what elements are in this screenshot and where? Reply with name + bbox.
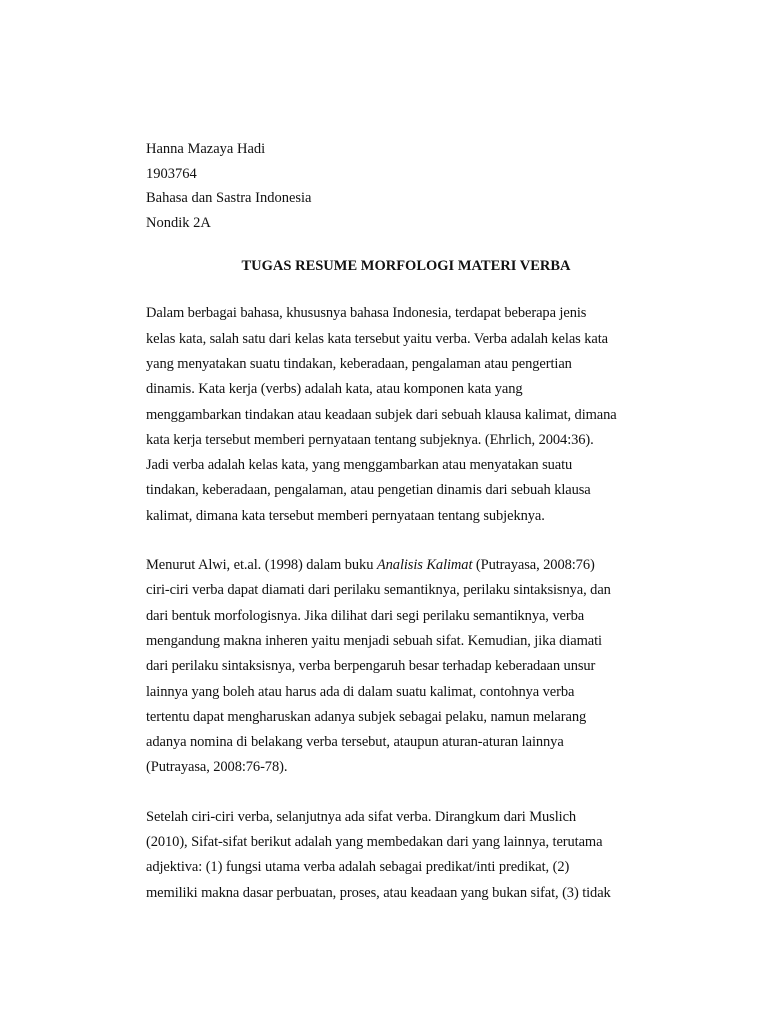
paragraph-line: kata kerja tersebut memberi pernyataan tentang subjeknya. (Ehrlich, 2004:36). (146, 431, 594, 448)
paragraph-line: Jadi verba adalah kelas kata, yang menggambarkan atau menyatakan suatu (146, 457, 573, 474)
book-title: Analisis Kalimat (376, 557, 473, 574)
citation-source: (Putrayasa, 2008:76) (472, 557, 595, 574)
paragraph-line: tertentu dapat mengharuskan adanya subjek sebagai pelaku, namun melarang (146, 708, 587, 725)
document-title: TUGAS RESUME MORFOLOGI MATERI VERBA (241, 258, 571, 275)
class-name: Nondik 2A (146, 214, 211, 231)
paragraph-line: (2010), Sifat-sifat berikut adalah yang membedakan dari yang lainnya, terutama (146, 834, 603, 851)
paragraph-line: dari perilaku sintaksisnya, verba berpengaruh besar terhadap keberadaan unsur (146, 658, 596, 675)
paragraph (146, 805, 666, 906)
paragraph-line: mengandung makna inheren yaitu menjadi sebuah sifat. Kemudian, jika diamati (146, 632, 602, 649)
paragraph-line (146, 553, 666, 578)
paragraph-line: kelas kata, salah satu dari kelas kata tersebut yaitu verba. Verba adalah kelas kata (146, 330, 608, 347)
paragraph-line: kalimat, dimana kata tersebut memberi pernyataan tentang subjeknya. (146, 507, 545, 524)
student-id: 1903764 (146, 165, 197, 182)
study-program: Bahasa dan Sastra Indonesia (146, 190, 312, 207)
paragraph-line: lainnya yang boleh atau harus ada di dalam suatu kalimat, contohnya verba (146, 683, 575, 700)
paragraph-line: Dalam berbagai bahasa, khususnya bahasa Indonesia, terdapat beberapa jenis (146, 305, 587, 322)
paragraph (146, 553, 666, 781)
paragraph-line: Setelah ciri-ciri verba, selanjutnya ada sifat verba. Dirangkum dari Muslich (146, 808, 577, 825)
paragraph (146, 301, 666, 529)
paragraph-line: (Putrayasa, 2008:76-78). (146, 759, 288, 776)
author-name: Hanna Mazaya Hadi (146, 141, 266, 157)
paragraph-line: memiliki makna dasar perbuatan, proses, atau keadaan yang bukan sifat, (3) tidak (146, 884, 611, 901)
paragraph-line: tindakan, keberadaan, pengalaman, atau pengetian dinamis dari sebuah klausa (146, 482, 591, 499)
paragraph-line: ciri-ciri verba dapat diamati dari perilaku semantiknya, perilaku sintaksisnya, dan (146, 582, 611, 599)
document-page (146, 137, 666, 906)
paragraph-line: menggambarkan tindakan atau keadaan subjek dari sebuah klausa kalimat, dimana (146, 406, 617, 423)
paragraph-line: yang menyatakan suatu tindakan, keberadaan, pengalaman atau pengertian (146, 355, 572, 372)
paragraph-line: adjektiva: (1) fungsi utama verba adalah sebagai predikat/inti predikat, (2) (146, 859, 570, 876)
paragraph-line: adanya nomina di belakang verba tersebut, ataupun aturan-aturan lainnya (146, 734, 564, 751)
paragraph-line: dari bentuk morfologisnya. Jika dilihat dari segi perilaku semantiknya, verba (146, 607, 585, 624)
author-info (146, 137, 666, 235)
citation-text: Menurut Alwi, et.al. (1998) dalam buku (146, 557, 377, 574)
paragraph-line: dinamis. Kata kerja (verbs) adalah kata, atau komponen kata yang (146, 381, 523, 398)
